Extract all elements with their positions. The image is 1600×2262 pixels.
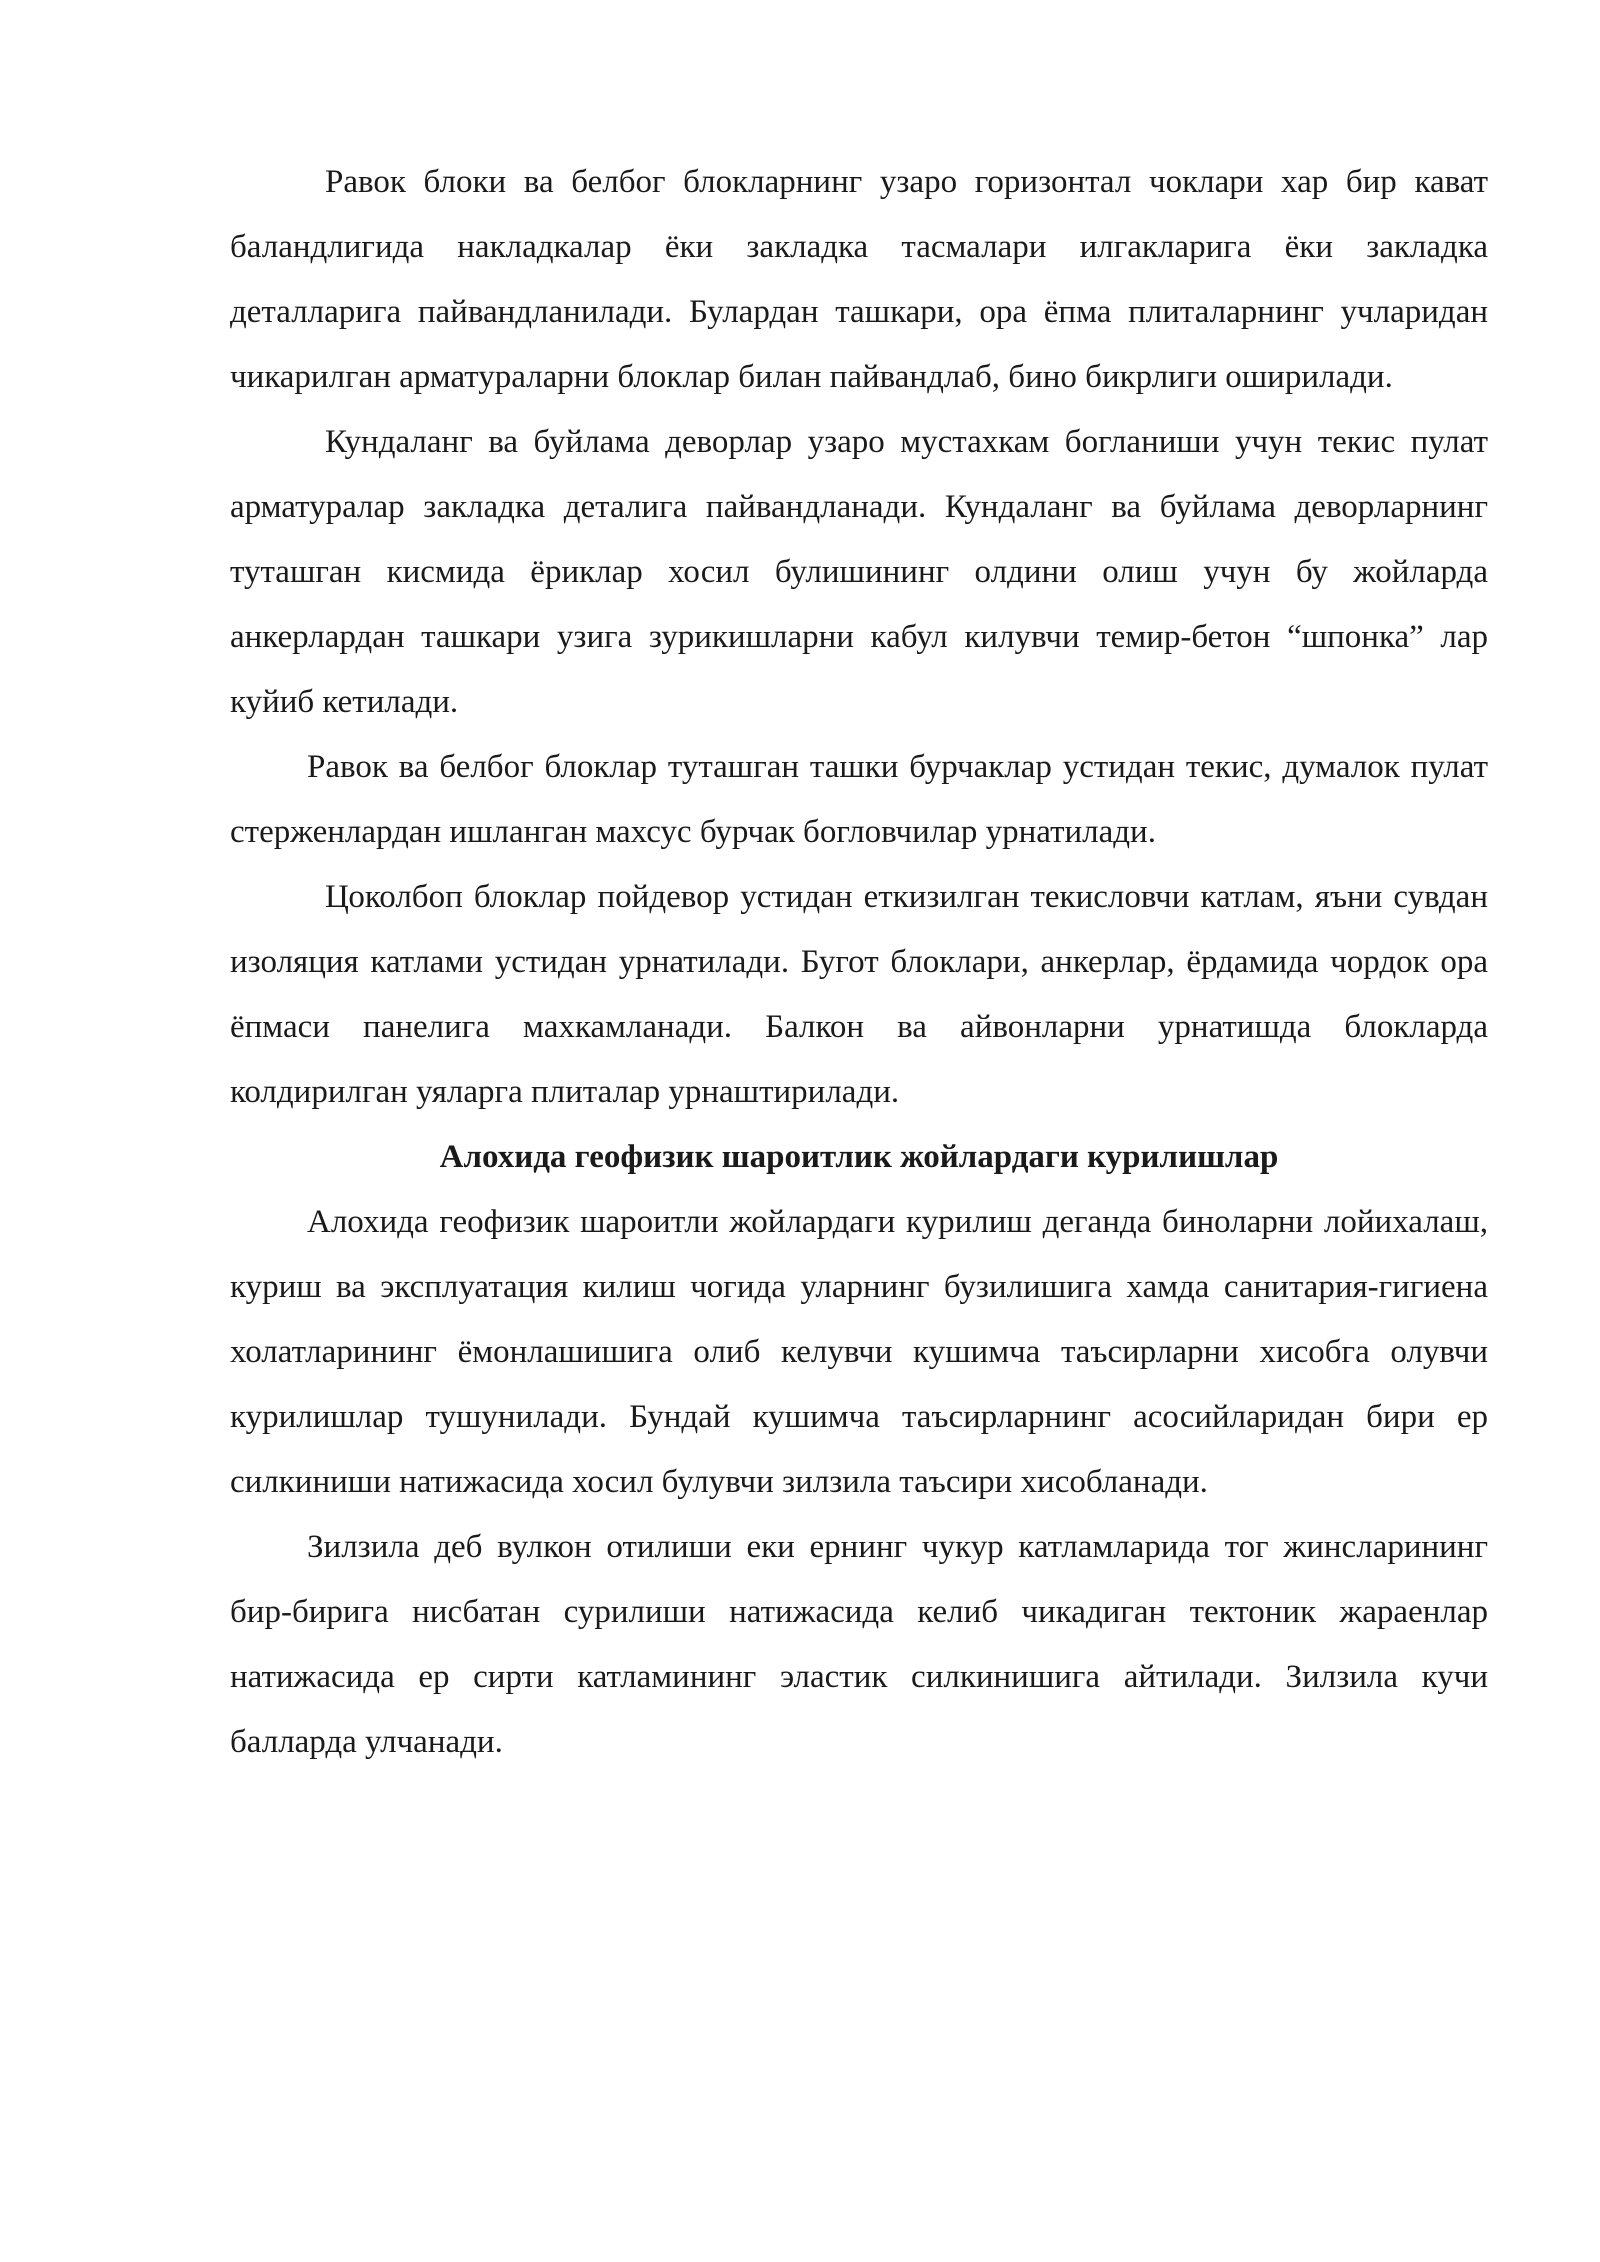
paragraph-5: Алохида геофизик шароитли жойлардаги курилиш деганда биноларни лойихалаш, куриш ва эксплуатация килиш чогида уларнинг бузилишига хамда санитария-гигиена холатларининг ёмонлашишига олиб келувчи кушимча таъсирларни хисобга олувчи курилишлар тушунилади. Бундай кушимча таъсирларнинг асосийларидан бири ер силкиниши натижасида хосил булувчи зилзила таъсири хисобланади.: [230, 1204, 1488, 1500]
paragraph-6: Зилзила деб вулкон отилиши еки ернинг чукур катламларида тог жинсларининг бир-бирига нисбатан сурилиши натижасида келиб чикадиган тектоник жараенлар натижасида ер сирти катламининг эластик силкинишига айтилади. Зилзила кучи балларда улчанади.: [230, 1529, 1488, 1760]
section-heading: Алохида геофизик шароитлик жойлардаги курилишлар: [439, 1139, 1279, 1175]
paragraph-1: Равок блоки ва белбог блокларнинг узаро горизонтал чоклари хар бир кават баландлигида накладкалар ёки закладка тасмалари илгакларига ёки закладка деталларига пайвандланилади. Булардан ташкари, ора ёпма плиталарнинг учларидан чикарилган арматураларни блоклар билан пайвандлаб, бино бикрлиги оширилади.: [230, 164, 1488, 395]
paragraph-3: Равок ва белбог блоклар туташган ташки бурчаклар устидан текис, думалок пулат стерженлардан ишланган махсус бурчак богловчилар урнатилади.: [230, 749, 1488, 850]
paragraph-4: Цоколбоп блоклар пойдевор устидан еткизилган текисловчи катлам, яъни сувдан изоляция катлами устидан урнатилади. Бугот блоклари, анкерлар, ёрдамида чордок ора ёпмаси панелига махкамланади. Балкон ва айвонларни урнатишда блокларда колдирилган уяларга плиталар урнаштирилади.: [230, 879, 1488, 1110]
document-page: [230, 150, 1488, 1775]
paragraph-2: Кундаланг ва буйлама деворлар узаро мустахкам богланиши учун текис пулат арматуралар закладка деталига пайвандланади. Кундаланг ва буйлама деворларнинг туташган кисмида ёриклар хосил булишининг олдини олиш учун бу жойларда анкерлардан ташкари узига зурикишларни кабул килувчи темир-бетон “шпонка” лар куйиб кетилади.: [230, 424, 1488, 720]
